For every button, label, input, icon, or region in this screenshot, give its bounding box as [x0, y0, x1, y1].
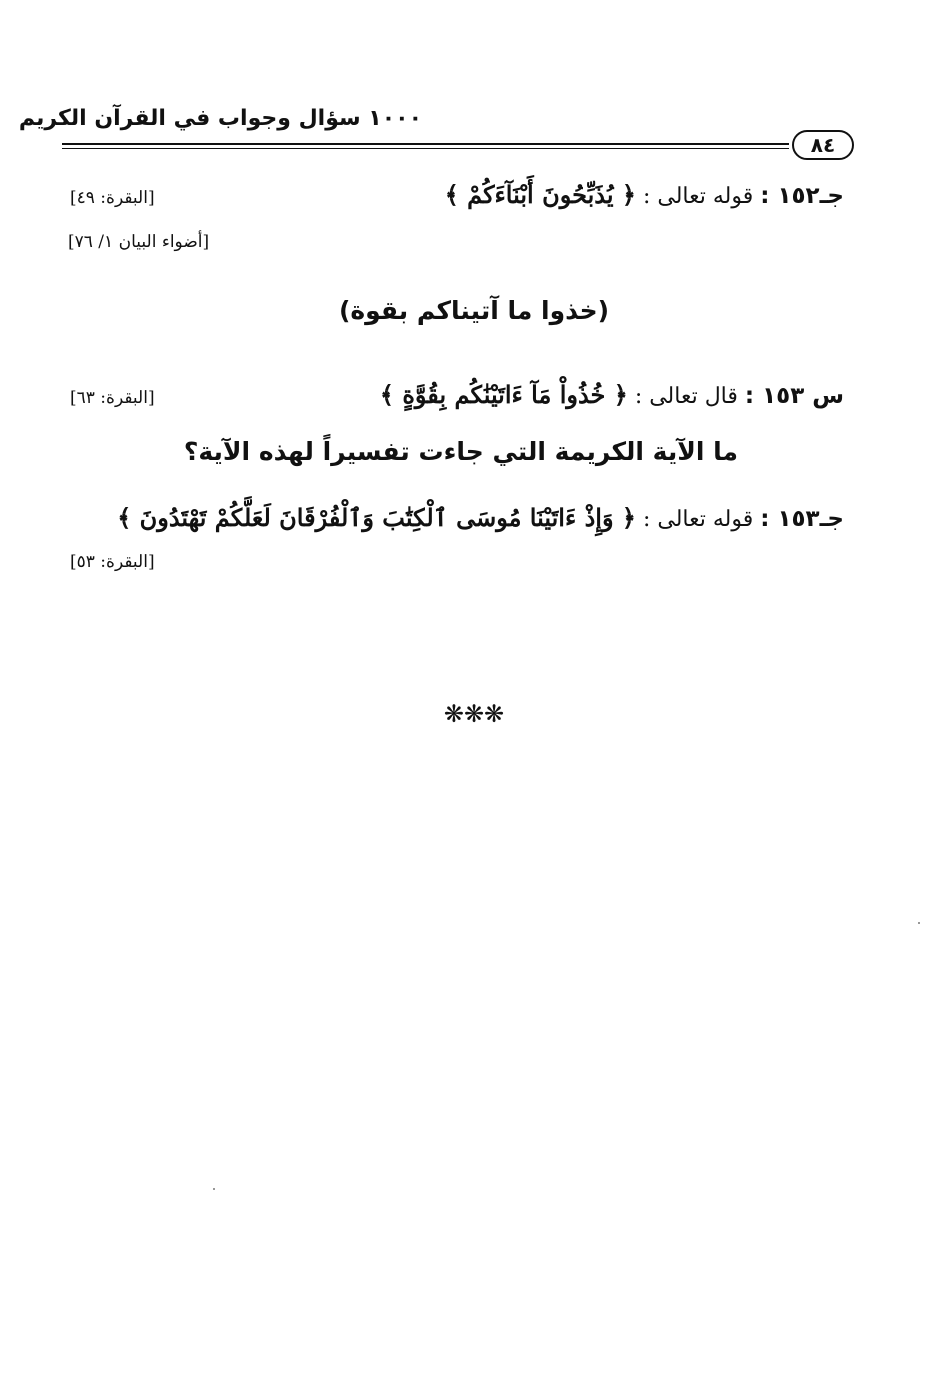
question-153-line	[380, 380, 844, 409]
scan-speck	[918, 922, 920, 924]
section-heading: (خذوا ما آتيناكم بقوة)	[338, 296, 610, 325]
question-153-text: ما الآية الكريمة التي جاءت تفسيراً لهذه الآية؟	[183, 437, 738, 466]
question-153-verse: ﴿ خُذُواْ مَآ ءَاتَيْنَٰكُم بِقُوَّةٍ ﴾	[379, 380, 628, 409]
answer-153-verse: ﴿ وَإِذْ ءَاتَيْنَا مُوسَى ٱلْكِتَٰبَ وَٱلْفُرْقَانَ لَعَلَّكُمْ تَهْتَدُونَ ﴾	[117, 503, 636, 532]
page-number-badge: ٨٤	[792, 130, 854, 160]
answer-153-line	[117, 503, 844, 532]
answer-152-verse: ﴿ يُذَبِّحُونَ أَبْنَآءَكُمْ ﴾	[444, 180, 636, 209]
answer-153-label: جـ١٥٣ :	[760, 506, 844, 532]
answer-152-surah-ref: [البقرة: ٤٩]	[70, 188, 155, 208]
answer-152-line	[445, 180, 844, 209]
answer-153-surah-ref: [البقرة: ٥٣]	[70, 552, 155, 572]
running-header-title: ١٠٠٠ سؤال وجواب في القرآن الكريم	[18, 106, 422, 131]
question-153-label: س ١٥٣ :	[744, 383, 844, 409]
question-153-surah-ref: [البقرة: ٦٣]	[70, 388, 155, 408]
section-separator: ❋❋❋	[443, 700, 505, 728]
answer-152-source-ref: [أضواء البيان ١/ ٧٦]	[68, 232, 210, 252]
answer-152-intro: قوله تعالى :	[642, 184, 754, 209]
scan-speck	[213, 1188, 215, 1190]
question-153-intro: قال تعالى :	[634, 384, 738, 409]
header-rule	[62, 143, 789, 149]
answer-152-label: جـ١٥٢ :	[760, 183, 844, 209]
answer-153-intro: قوله تعالى :	[642, 507, 754, 532]
